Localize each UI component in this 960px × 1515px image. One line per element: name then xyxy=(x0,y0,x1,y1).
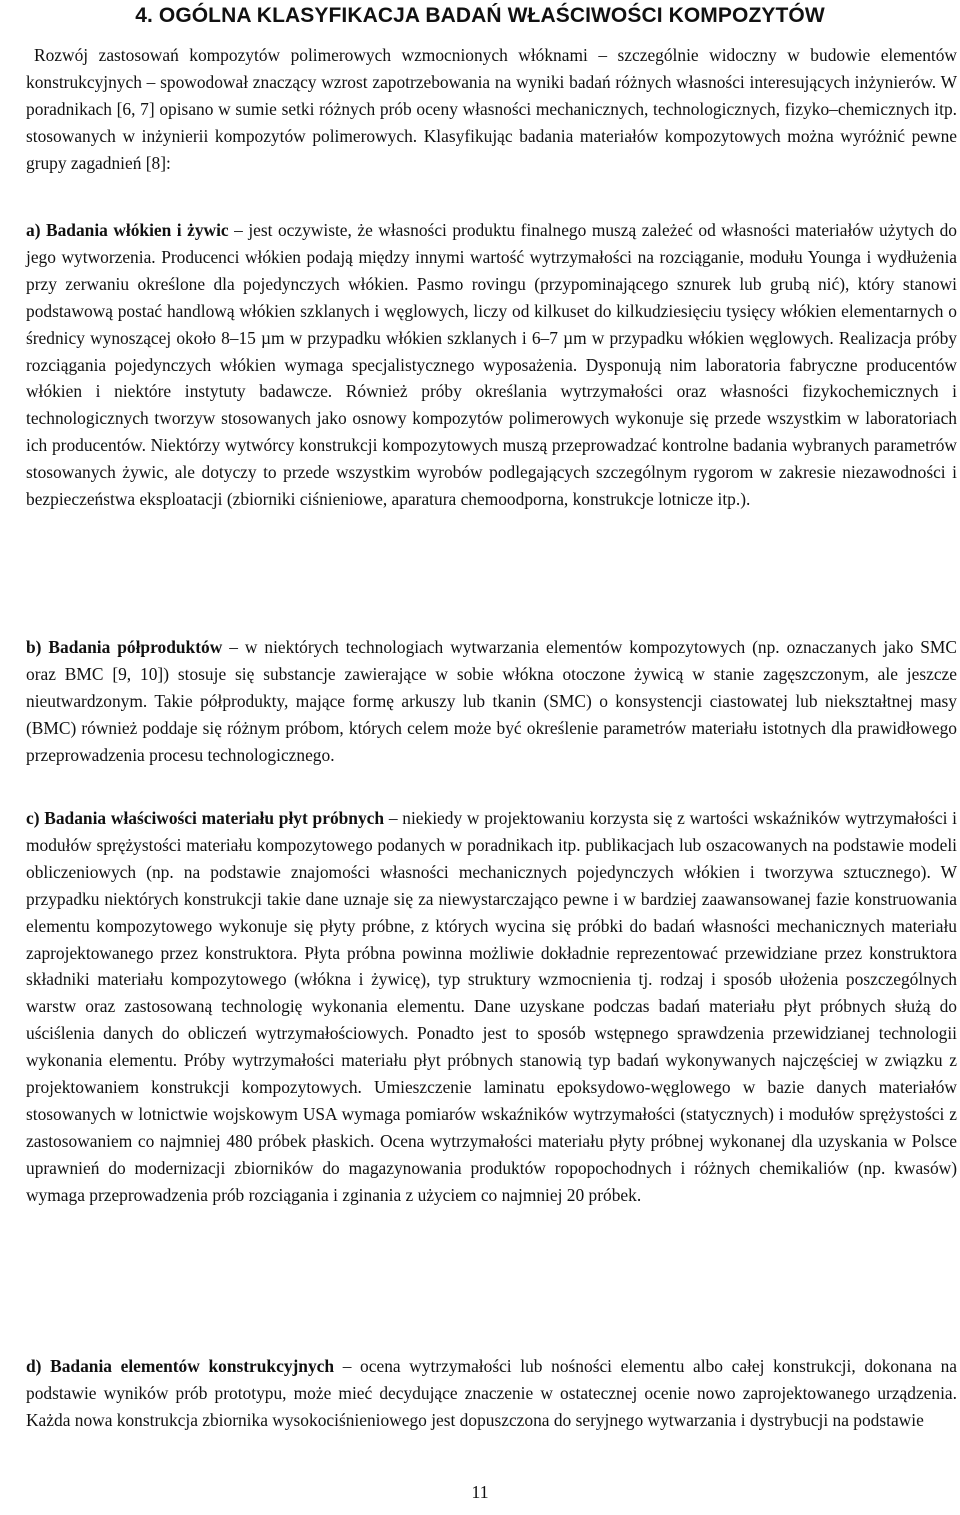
paragraph-lead-a: a) Badania włókien i żywic xyxy=(26,220,229,240)
intro-paragraph: Rozwój zastosowań kompozytów polimerowych wzmocnionych włóknami – szczególnie widoczny w budowie elementów konstrukcyjnych – spowodował znaczący wzrost zapotrzebowania na wyniki badań różnych własności interesujących inżynierów. W poradnikach [6, 7] opisano w sumie setki różnych prób oceny własności mechanicznych, technologicznych, fizyko–chemicznych itp. stosowanych w inżynierii kompozytów polimerowych. Klasyfikując badania materiałów kompozytowych można wyróżnić pewne grupy zagadnień [8]: xyxy=(26,45,957,173)
paragraph-text-c: – niekiedy w projektowaniu korzysta się z wartości wskaźników wytrzymałości i modułów sprężystości materiału kompozytowego podanych w poradnikach itp. publikacjach lub oszacowanych na podstawie modeli obliczeniowych (np. na podstawie znajomości własności mechanicznych pojedynczych włókien i tworzywa sztucznego). W przypadku niektórych konstrukcji takie dane uznaje się za niewystarczająco pewne i w bardziej zaawansowanej fazie konstruowania elementu kompozytowego wykonuje się płyty próbne, z których wycina się próbki do badań własności mechanicznych materiału zaprojektowanego przez konstruktora. Płyta próbna powinna możliwie dokładnie reprezentować przewidziane przez konstruktora składniki materiału kompozytowego (włókna i żywicę), typ struktury wzmocnienia tj. rodzaj i sposób ułożenia poszczególnych warstw oraz zastosowaną technologię wykonania elementu. Dane uzyskane podczas badań materiału płyt próbnych służą do uściślenia danych do obliczeń wytrzymałościowych. Ponadto jest to sposób wstępnego sprawdzenia przewidzianej technologii wykonania elementu. Próby wytrzymałości materiału płyt próbnych stanowią typ badań wykonywanych najczęściej w związku z projektowaniem konstrukcji kompozytowych. Umieszczenie laminatu epoksydowo-węglowego w bazie danych materiałów stosowanych w lotnictwie wojskowym USA wymaga pomiarów wskaźników wytrzymałości (statycznych) i modułów sprężystości z zastosowaniem co najmniej 480 próbek płaskich. Ocena wytrzymałości materiału płyty próbnej wykonanej dla uzyskania w Polsce uprawnień do modernizacji zbiorników do magazynowania produktów ropopochodnych i różnych chemikaliów (np. kwasów) wymaga przeprowadzenia prób rozciągania i zginania z użyciem co najmniej 20 próbek. xyxy=(26,808,957,1205)
paragraph-text-b: – w niektórych technologiach wytwarzania elementów kompozytowych (np. oznaczanych jako SMC oraz BMC [9, 10]) stosuje się substancje zawierające w sobie włókna otoczone żywicą w stanie zagęszczonym, ale jeszcze nieutwardzonym. Takie półprodukty, mające formę arkuszy lub tkanin (SMC) o konsystencji ciastowatej lub niekształtnej masy (BMC) również poddaje się różnym próbom, których celem może być określenie parametrów materiału istotnych dla prawidłowego przeprowadzenia procesu technologicznego. xyxy=(26,637,957,765)
section-heading: 4. OGÓLNA KLASYFIKACJA BADAŃ WŁAŚCIWOŚCI KOMPOZYTÓW xyxy=(135,4,825,27)
paragraph-fibers-resins xyxy=(26,217,957,513)
paragraph-lead-b: b) Badania półproduktów xyxy=(26,637,223,657)
page-number: 11 xyxy=(471,1482,489,1502)
paragraph-lead-c: c) Badania właściwości materiału płyt próbnych xyxy=(26,808,385,828)
paragraph-lead-d: d) Badania elementów konstrukcyjnych xyxy=(26,1356,335,1376)
paragraph-structural-elements xyxy=(26,1353,957,1434)
paragraph-semiproducts xyxy=(26,634,957,769)
paragraph-test-plates xyxy=(26,805,957,1209)
paragraph-text-d: – ocena wytrzymałości lub nośności elementu albo całej konstrukcji, dokonana na podstawie wyników prób prototypu, może mieć decydujące znaczenie w ostatecznej ocenie nowo zaprojektowanego urządzenia. Każda nowa konstrukcja zbiornika wysokociśnieniowego jest dopuszczona do seryjnego wytwarzania i dystrybucji na podstawie xyxy=(26,1356,957,1430)
paragraph-text-a: – jest oczywiste, że własności produktu finalnego muszą zależeć od własności materiałów użytych do jego wytworzenia. Producenci włókien podają między innymi wartość wytrzymałości na rozciąganie, modułu Younga i wydłużenia przy zerwaniu określone dla pojedynczych włókien. Pasmo rovingu (przypominającego sznurek lub grubą nić), który stanowi podstawową postać handlową włókien szklanych i węglowych, liczy od kilkuset do kilkudziesięciu tysięcy włókien elementarnych o średnicy wynoszącej około 8–15 µm w przypadku włókien szklanych i 6–7 µm w przypadku włókien węglowych. Realizacja próby rozciągania pojedynczych włókien wymaga specjalistycznego wyposażenia. Dysponują nim laboratoria fabryczne producentów włókien i niektóre instytuty badawcze. Również próby określania wytrzymałości oraz własności fizykochemicznych i technologicznych tworzyw stosowanych jako osnowy kompozytów polimerowych wykonuje się przede wszystkim w laboratoriach ich producentów. Niektórzy wytwórcy konstrukcji kompozytowych muszą przeprowadzać kontrolne badania wybranych parametrów stosowanych żywic, ale dotyczy to przede wszystkim wyrobów podlegających szczególnym rygorom w zakresie niezawodności i bezpieczeństwa eksploatacji (zbiorniki ciśnieniowe, aparatura chemoodporna, konstrukcje lotnicze itp.). xyxy=(26,220,957,510)
